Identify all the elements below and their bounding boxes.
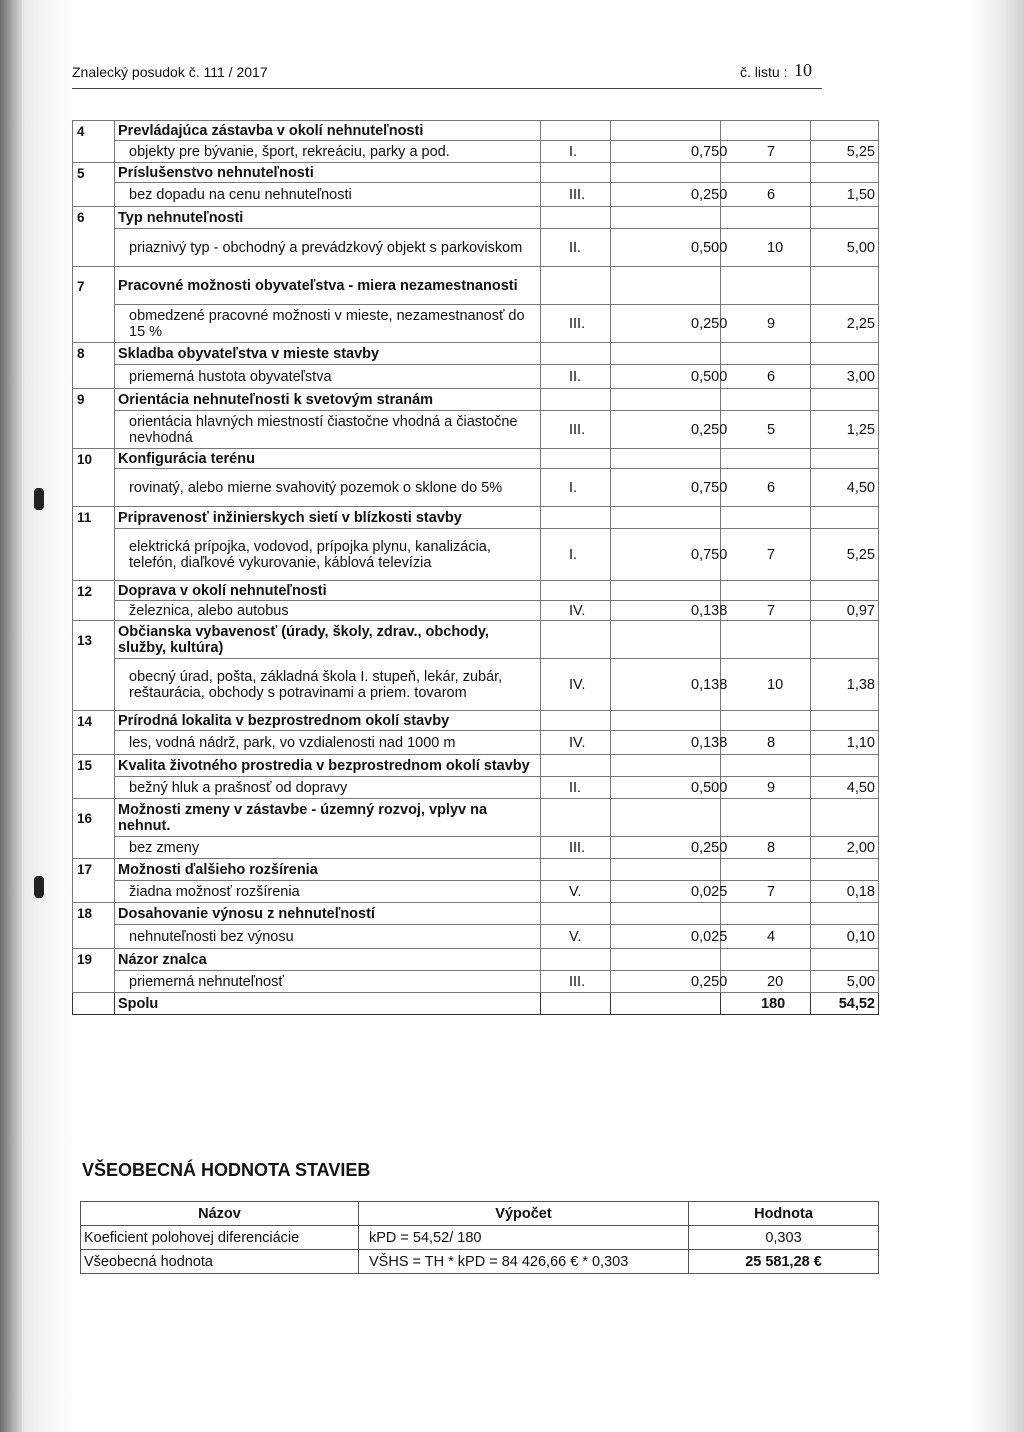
criterion-class: IV. <box>541 731 611 755</box>
criterion-title: Možnosti ďalšieho rozšírenia <box>115 859 541 881</box>
criterion-points: 6 <box>721 365 811 389</box>
empty-cell <box>73 993 115 1015</box>
sum-points: 180 <box>721 993 811 1015</box>
criterion-value-row <box>73 731 879 755</box>
criterion-weight: 0,500 <box>611 229 721 267</box>
criterion-description: žiadna možnosť rozšírenia <box>115 881 541 903</box>
empty-cell <box>721 755 811 777</box>
empty-cell <box>811 121 879 141</box>
criterion-header-row <box>73 711 879 731</box>
criterion-value-row <box>73 529 879 581</box>
criterion-title: Pripravenosť inžinierskych sietí v blízkosti stavby <box>115 507 541 529</box>
criterion-value: 1,25 <box>811 411 879 449</box>
criterion-number: 19 <box>73 949 115 993</box>
empty-cell <box>611 207 721 229</box>
criterion-value: 2,00 <box>811 837 879 859</box>
criterion-description: bežný hluk a prašnosť od dopravy <box>115 777 541 799</box>
criterion-header-row <box>73 343 879 365</box>
criterion-number: 18 <box>73 903 115 949</box>
page-header <box>72 60 822 89</box>
criterion-header-row <box>73 507 879 529</box>
empty-cell <box>721 711 811 731</box>
criterion-title: Príslušenstvo nehnuteľnosti <box>115 163 541 183</box>
criterion-points: 4 <box>721 925 811 949</box>
criterion-weight: 0,750 <box>611 529 721 581</box>
empty-cell <box>611 389 721 411</box>
criterion-points: 20 <box>721 971 811 993</box>
criteria-table <box>72 120 879 1015</box>
empty-cell <box>721 949 811 971</box>
criterion-value-row <box>73 925 879 949</box>
criterion-description: orientácia hlavných miestností čiastočne vhodná a čiastočne nevhodná <box>115 411 541 449</box>
criterion-class: IV. <box>541 659 611 711</box>
empty-cell <box>721 267 811 305</box>
value-table-header <box>81 1202 879 1226</box>
criterion-description: les, vodná nádrž, park, vo vzdialenosti nad 1000 m <box>115 731 541 755</box>
empty-cell <box>541 903 611 925</box>
empty-cell <box>611 267 721 305</box>
col-header-calc: Výpočet <box>359 1202 689 1226</box>
criterion-title: Kvalita životného prostredia v bezprostrednom okolí stavby <box>115 755 541 777</box>
empty-cell <box>811 449 879 469</box>
page-number: 10 <box>794 60 812 80</box>
criterion-number: 6 <box>73 207 115 267</box>
value-table <box>80 1201 879 1274</box>
section-title: VŠEOBECNÁ HODNOTA STAVIEB <box>82 1160 371 1180</box>
criterion-weight: 0,138 <box>611 601 721 621</box>
criterion-value-row <box>73 229 879 267</box>
empty-cell <box>541 711 611 731</box>
criterion-weight: 0,250 <box>611 305 721 343</box>
criterion-weight: 0,250 <box>611 971 721 993</box>
row-value: 25 581,28 € <box>689 1250 879 1274</box>
empty-cell <box>611 507 721 529</box>
col-header-name: Názov <box>81 1202 359 1226</box>
criterion-points: 8 <box>721 837 811 859</box>
empty-cell <box>611 163 721 183</box>
criterion-number: 17 <box>73 859 115 903</box>
empty-cell <box>541 799 611 837</box>
criterion-description: bez dopadu na cenu nehnuteľnosti <box>115 183 541 207</box>
table-row <box>81 1250 879 1274</box>
criterion-value-row <box>73 183 879 207</box>
empty-cell <box>721 799 811 837</box>
criterion-value: 0,18 <box>811 881 879 903</box>
criterion-points: 7 <box>721 881 811 903</box>
empty-cell <box>721 507 811 529</box>
criterion-class: II. <box>541 777 611 799</box>
criterion-weight: 0,025 <box>611 881 721 903</box>
empty-cell <box>721 121 811 141</box>
criterion-points: 9 <box>721 305 811 343</box>
criterion-weight: 0,138 <box>611 731 721 755</box>
criterion-value: 0,97 <box>811 601 879 621</box>
row-calc: kPD = 54,52/ 180 <box>359 1226 689 1250</box>
criterion-class: V. <box>541 925 611 949</box>
criterion-value-row <box>73 601 879 621</box>
empty-cell <box>541 993 611 1015</box>
criterion-header-row <box>73 581 879 601</box>
empty-cell <box>811 267 879 305</box>
row-name: Všeobecná hodnota <box>81 1250 359 1274</box>
empty-cell <box>611 711 721 731</box>
criterion-points: 10 <box>721 659 811 711</box>
empty-cell <box>811 799 879 837</box>
empty-cell <box>611 121 721 141</box>
criterion-class: III. <box>541 305 611 343</box>
criterion-number: 7 <box>73 267 115 343</box>
criterion-class: I. <box>541 141 611 163</box>
criterion-class: IV. <box>541 601 611 621</box>
criterion-value: 5,00 <box>811 971 879 993</box>
criterion-points: 8 <box>721 731 811 755</box>
row-value: 0,303 <box>689 1226 879 1250</box>
criterion-title: Prírodná lokalita v bezprostrednom okolí stavby <box>115 711 541 731</box>
empty-cell <box>541 507 611 529</box>
criterion-description: nehnuteľnosti bez výnosu <box>115 925 541 949</box>
empty-cell <box>611 755 721 777</box>
criterion-description: obecný úrad, pošta, základná škola I. stupeň, lekár, zubár, reštaurácia, obchody s potravinami a priem. tovarom <box>115 659 541 711</box>
empty-cell <box>721 389 811 411</box>
empty-cell <box>541 121 611 141</box>
criterion-weight: 0,138 <box>611 659 721 711</box>
empty-cell <box>611 343 721 365</box>
empty-cell <box>811 949 879 971</box>
criterion-header-row <box>73 949 879 971</box>
criterion-header-row <box>73 449 879 469</box>
empty-cell <box>611 449 721 469</box>
criterion-title: Prevládajúca zástavba v okolí nehnuteľnosti <box>115 121 541 141</box>
criterion-value-row <box>73 141 879 163</box>
criterion-value-row <box>73 305 879 343</box>
criterion-points: 6 <box>721 183 811 207</box>
empty-cell <box>811 711 879 731</box>
empty-cell <box>811 389 879 411</box>
criterion-class: III. <box>541 971 611 993</box>
empty-cell <box>721 449 811 469</box>
col-header-value: Hodnota <box>689 1202 879 1226</box>
criterion-points: 5 <box>721 411 811 449</box>
criterion-title: Orientácia nehnuteľnosti k svetovým stranám <box>115 389 541 411</box>
empty-cell <box>611 903 721 925</box>
criterion-header-row <box>73 859 879 881</box>
document-reference: Znalecký posudok č. 111 / 2017 <box>72 64 268 80</box>
empty-cell <box>541 581 611 601</box>
criterion-description: priaznivý typ - obchodný a prevádzkový objekt s parkoviskom <box>115 229 541 267</box>
criterion-header-row <box>73 163 879 183</box>
criterion-value: 2,25 <box>811 305 879 343</box>
empty-cell <box>541 859 611 881</box>
sum-row <box>73 993 879 1015</box>
criterion-weight: 0,750 <box>611 469 721 507</box>
criterion-value: 4,50 <box>811 469 879 507</box>
criterion-number: 5 <box>73 163 115 207</box>
empty-cell <box>721 581 811 601</box>
criterion-description: elektrická prípojka, vodovod, prípojka plynu, kanalizácia, telefón, diaľkové vykurovanie, káblová televízia <box>115 529 541 581</box>
punch-hole-icon <box>34 488 44 510</box>
criterion-number: 9 <box>73 389 115 449</box>
criterion-value-row <box>73 837 879 859</box>
criterion-header-row <box>73 903 879 925</box>
criterion-value-row <box>73 881 879 903</box>
empty-cell <box>811 343 879 365</box>
empty-cell <box>811 207 879 229</box>
empty-cell <box>721 343 811 365</box>
empty-cell <box>611 949 721 971</box>
criterion-value: 4,50 <box>811 777 879 799</box>
empty-cell <box>541 389 611 411</box>
empty-cell <box>811 163 879 183</box>
criterion-number: 15 <box>73 755 115 799</box>
criterion-value: 1,38 <box>811 659 879 711</box>
criterion-number: 13 <box>73 621 115 711</box>
criterion-value-row <box>73 971 879 993</box>
criterion-points: 7 <box>721 141 811 163</box>
criterion-description: obmedzené pracovné možnosti v mieste, nezamestnanosť do 15 % <box>115 305 541 343</box>
criterion-points: 9 <box>721 777 811 799</box>
criterion-title: Konfigurácia terénu <box>115 449 541 469</box>
empty-cell <box>811 507 879 529</box>
criterion-title: Možnosti zmeny v zástavbe - územný rozvoj, vplyv na nehnut. <box>115 799 541 837</box>
sum-label: Spolu <box>115 993 541 1015</box>
criterion-description: bez zmeny <box>115 837 541 859</box>
empty-cell <box>721 903 811 925</box>
empty-cell <box>541 949 611 971</box>
criterion-header-row <box>73 207 879 229</box>
criterion-points: 7 <box>721 601 811 621</box>
empty-cell <box>541 621 611 659</box>
criterion-class: I. <box>541 469 611 507</box>
scan-left-edge <box>0 0 22 1432</box>
criterion-description: priemerná nehnuteľnosť <box>115 971 541 993</box>
criterion-points: 7 <box>721 529 811 581</box>
sheet-label: č. listu : <box>740 64 788 80</box>
criterion-class: V. <box>541 881 611 903</box>
empty-cell <box>541 267 611 305</box>
row-calc: VŠHS = TH * kPD = 84 426,66 € * 0,303 <box>359 1250 689 1274</box>
criterion-header-row <box>73 389 879 411</box>
criterion-class: III. <box>541 411 611 449</box>
empty-cell <box>721 621 811 659</box>
empty-cell <box>541 343 611 365</box>
criterion-weight: 0,750 <box>611 141 721 163</box>
criterion-title: Pracovné možnosti obyvateľstva - miera nezamestnanosti <box>115 267 541 305</box>
empty-cell <box>811 621 879 659</box>
criterion-value: 5,25 <box>811 529 879 581</box>
criterion-description: železnica, alebo autobus <box>115 601 541 621</box>
criterion-header-row <box>73 799 879 837</box>
criterion-weight: 0,250 <box>611 837 721 859</box>
criterion-number: 14 <box>73 711 115 755</box>
criterion-description: objekty pre bývanie, šport, rekreáciu, parky a pod. <box>115 141 541 163</box>
criterion-value-row <box>73 365 879 389</box>
empty-cell <box>611 621 721 659</box>
criterion-number: 10 <box>73 449 115 507</box>
criterion-weight: 0,250 <box>611 411 721 449</box>
empty-cell <box>611 993 721 1015</box>
empty-cell <box>541 163 611 183</box>
criterion-weight: 0,025 <box>611 925 721 949</box>
empty-cell <box>811 581 879 601</box>
empty-cell <box>541 755 611 777</box>
empty-cell <box>611 859 721 881</box>
empty-cell <box>811 903 879 925</box>
empty-cell <box>721 207 811 229</box>
empty-cell <box>611 799 721 837</box>
empty-cell <box>541 207 611 229</box>
punch-hole-icon <box>34 876 44 898</box>
criterion-header-row <box>73 621 879 659</box>
criterion-class: III. <box>541 837 611 859</box>
criterion-title: Dosahovanie výnosu z nehnuteľností <box>115 903 541 925</box>
criterion-title: Typ nehnuteľnosti <box>115 207 541 229</box>
criterion-value: 1,10 <box>811 731 879 755</box>
criterion-title: Doprava v okolí nehnuteľnosti <box>115 581 541 601</box>
criterion-number: 8 <box>73 343 115 389</box>
criterion-description: rovinatý, alebo mierne svahovitý pozemok o sklone do 5% <box>115 469 541 507</box>
criterion-title: Občianska vybavenosť (úrady, školy, zdrav., obchody, služby, kultúra) <box>115 621 541 659</box>
criterion-description: priemerná hustota obyvateľstva <box>115 365 541 389</box>
empty-cell <box>721 163 811 183</box>
criterion-value: 1,50 <box>811 183 879 207</box>
row-name: Koeficient polohovej diferenciácie <box>81 1226 359 1250</box>
empty-cell <box>811 859 879 881</box>
criterion-class: II. <box>541 365 611 389</box>
criterion-class: I. <box>541 529 611 581</box>
criterion-number: 4 <box>73 121 115 163</box>
criterion-value: 0,10 <box>811 925 879 949</box>
criterion-header-row <box>73 121 879 141</box>
criterion-number: 12 <box>73 581 115 621</box>
criterion-value-row <box>73 777 879 799</box>
criterion-weight: 0,500 <box>611 777 721 799</box>
table-row <box>81 1226 879 1250</box>
criterion-value-row <box>73 659 879 711</box>
sum-value: 54,52 <box>811 993 879 1015</box>
criterion-class: II. <box>541 229 611 267</box>
criterion-header-row <box>73 755 879 777</box>
criterion-weight: 0,500 <box>611 365 721 389</box>
criterion-points: 10 <box>721 229 811 267</box>
criterion-class: III. <box>541 183 611 207</box>
criterion-value: 5,25 <box>811 141 879 163</box>
criterion-title: Názor znalca <box>115 949 541 971</box>
empty-cell <box>611 581 721 601</box>
criterion-value-row <box>73 411 879 449</box>
criterion-value: 5,00 <box>811 229 879 267</box>
criterion-number: 16 <box>73 799 115 859</box>
empty-cell <box>541 449 611 469</box>
criterion-points: 6 <box>721 469 811 507</box>
criterion-weight: 0,250 <box>611 183 721 207</box>
empty-cell <box>811 755 879 777</box>
scan-right-shadow <box>972 0 1024 1432</box>
criterion-number: 11 <box>73 507 115 581</box>
criterion-value: 3,00 <box>811 365 879 389</box>
criterion-title: Skladba obyvateľstva v mieste stavby <box>115 343 541 365</box>
criterion-header-row <box>73 267 879 305</box>
empty-cell <box>721 859 811 881</box>
criterion-value-row <box>73 469 879 507</box>
